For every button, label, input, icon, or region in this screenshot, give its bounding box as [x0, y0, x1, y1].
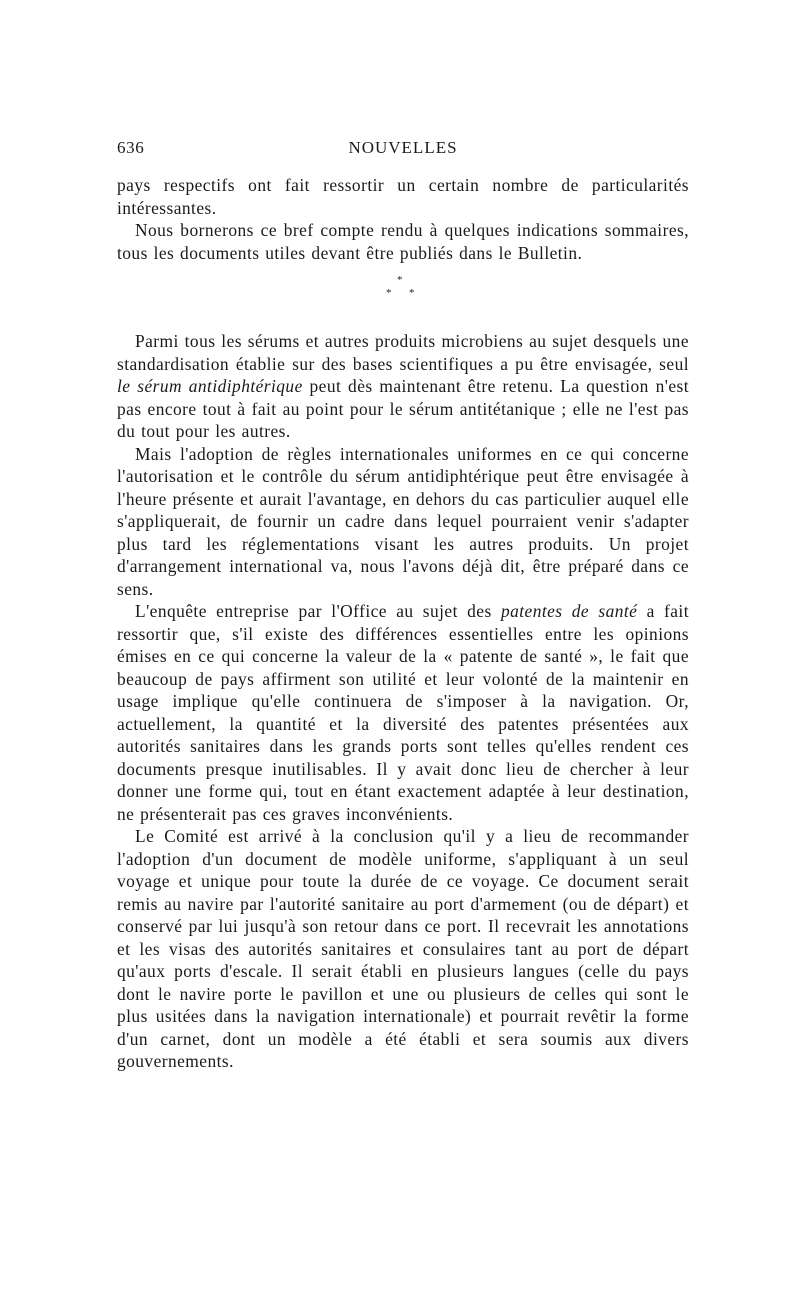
paragraph-international-rules: Mais l'adoption de règles internationales uniformes en ce qui concerne l'autorisation et le contrôle du sérum antidiphtérique peut être envisagée à l'heure présente et aurait l'avantage, en dehors du cas particulier auquel elle s'appliquerait, de fournir un cadre dans lequel pourraient venir s'adapter plus tard les réglementations visant les autres produits. Un projet d'arrangement international va, nous l'avons déjà dit, être préparé dans ce sens. [117, 443, 689, 599]
paragraph-continuation: pays respectifs ont fait ressortir un certain nombre de particularités intéressantes. [117, 175, 689, 218]
italic-term-serum-antidiphterique: le sérum antidiphtérique [117, 376, 303, 396]
paragraph-serums-text-end: peut dès maintenant être retenu. La question n'est pas encore tout à fait au point pour le sérum antitétanique ; elle ne l'est pas du tout pour les autres. [117, 376, 689, 441]
body-text [117, 174, 689, 1073]
italic-term-patentes-de-sante: patentes de santé [500, 601, 638, 621]
paragraph-serums [117, 330, 689, 443]
page-number: 636 [117, 138, 145, 157]
asterism-separator [117, 270, 689, 320]
page-header [117, 138, 689, 160]
asterism-star: * [397, 274, 403, 286]
paragraph-comite-conclusion: Le Comité est arrivé à la conclusion qu'il y a lieu de recommander l'adoption d'un document de modèle uniforme, s'appliquant à un seul voyage et unique pour toute la durée de ce voyage. Ce document serait remis au navire par l'autorité sanitaire au port d'armement (ou de départ) et conservé par lui jusqu'à son retour dans ce port. Il recevrait les annotations et les visas des autorités sanitaires et consulaires tant au port de départ qu'aux ports d'escale. Il serait établi en plusieurs langues (celle du pays dont le navire porte le pavillon et une ou plusieurs de celles qui sont le plus usitées dans la navigation internationale) et pourrait revêtir la forme d'un carnet, dont un modèle a été établi et sera soumis aux divers gouvernements. [117, 826, 689, 1071]
running-title: NOUVELLES [348, 138, 458, 157]
paragraph-patentes-text-start: L'enquête entreprise par l'Office au sujet des [135, 601, 501, 621]
paragraph-patentes [117, 600, 689, 825]
paragraph-serums-text-start: Parmi tous les sérums et autres produits microbiens au sujet desquels une standardisation établie sur des bases scientifiques a pu être envisagée, seul [117, 331, 689, 374]
asterism-star: * [409, 287, 415, 299]
paragraph-summary-note: Nous bornerons ce bref compte rendu à quelques indications sommaires, tous les documents utiles devant être publiés dans le Bulletin. [117, 220, 689, 263]
asterism-star: * [386, 287, 392, 299]
paragraph-patentes-text-end: a fait ressortir que, s'il existe des différences essentielles entre les opinions émises en ce qui concerne la valeur de la « patente de santé », le fait que beaucoup de pays affirment son utilité et leur volonté de la maintenir en usage implique qu'elle continuera de s'imposer à la navigation. Or, actuellement, la quantité et la diversité des patentes présentées aux autorités sanitaires dans les grands ports sont telles qu'elles rendent ces documents presque inutilisables. Il y avait donc lieu de chercher à leur donner une forme qui, tout en étant exactement adaptée à leur destination, ne présenterait pas ces graves inconvénients. [117, 601, 689, 824]
book-page [117, 138, 689, 1073]
